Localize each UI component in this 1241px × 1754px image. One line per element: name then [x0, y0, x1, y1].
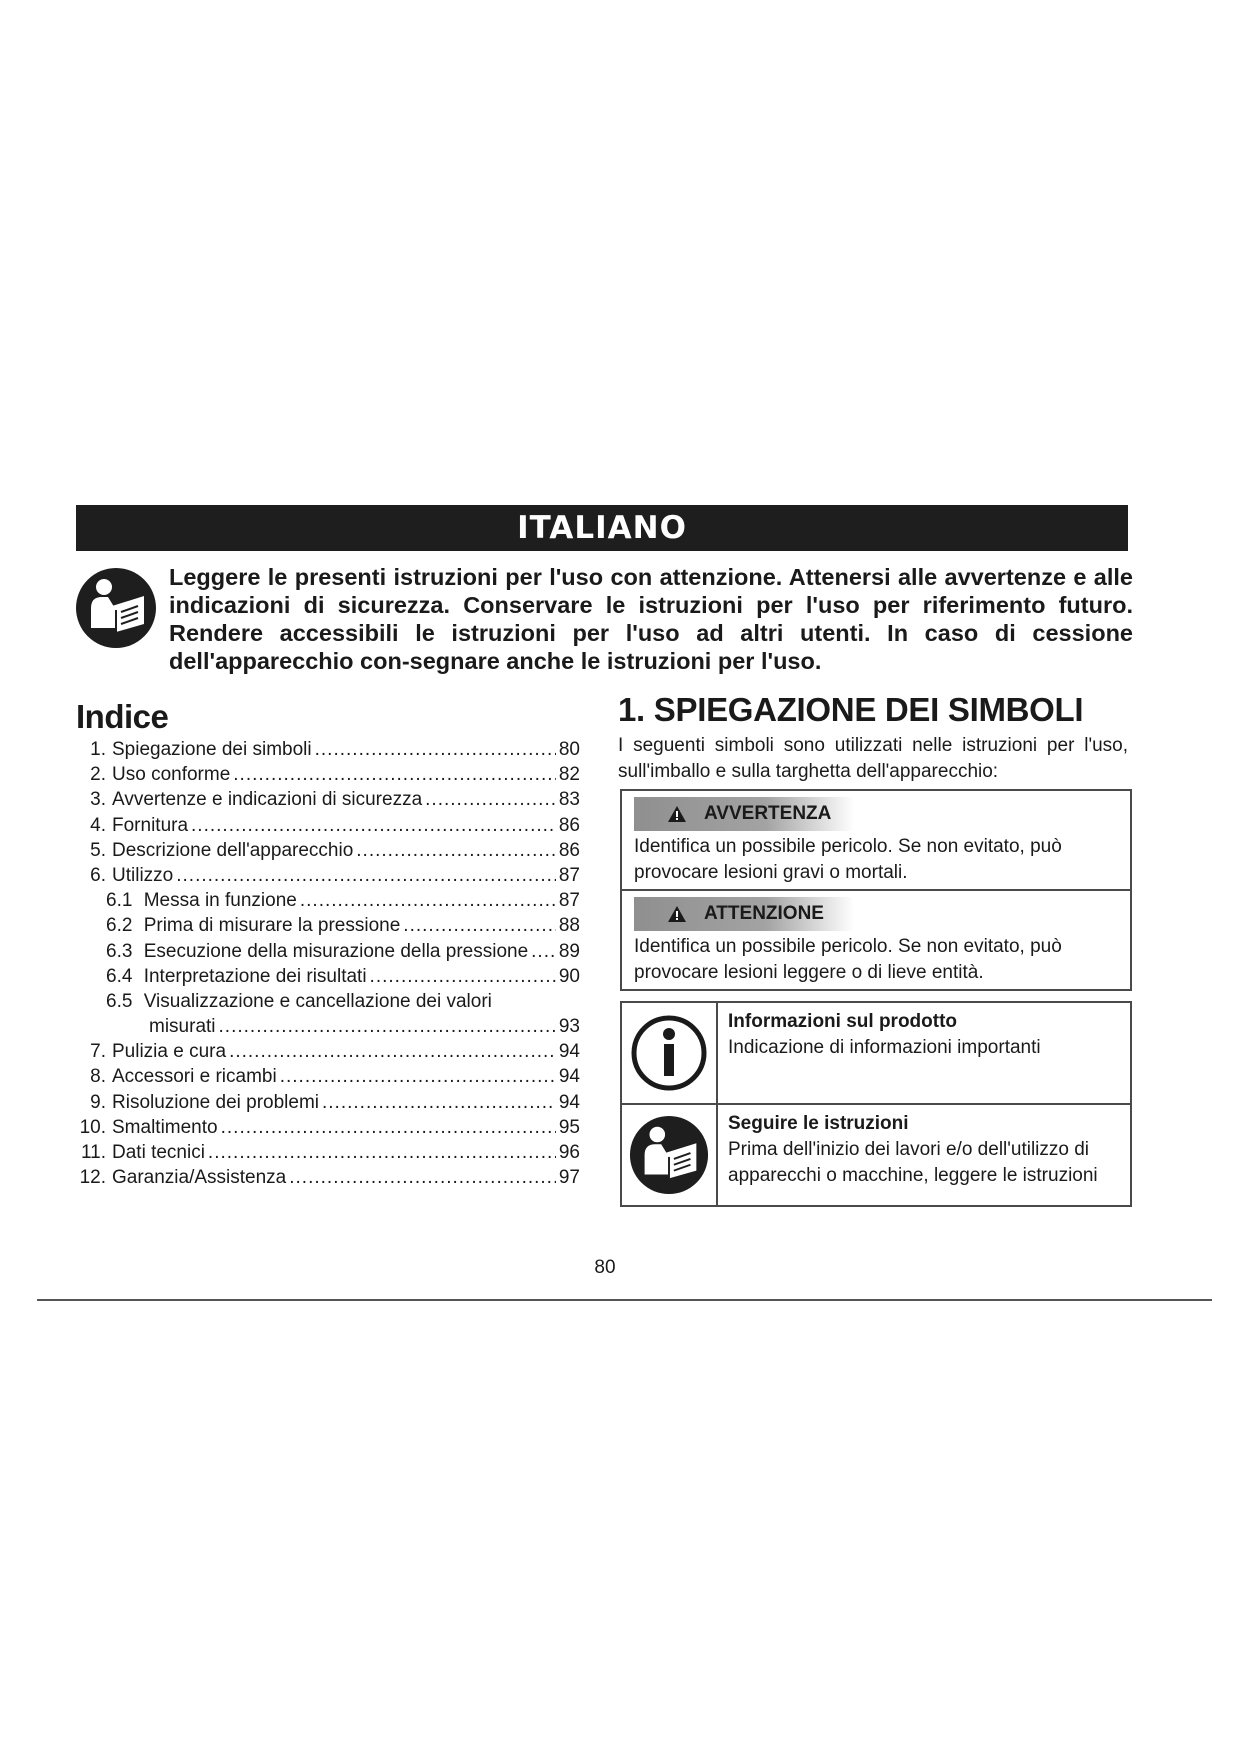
symbol-description	[718, 1003, 1051, 1103]
read-instructions-icon	[622, 1105, 718, 1205]
toc-subitem[interactable]: 6.5 Visualizzazione e cancellazione dei valori	[106, 990, 492, 1012]
page-number: 80	[594, 1257, 616, 1278]
info-icon	[622, 1003, 718, 1103]
toc-title: Indice	[76, 698, 169, 735]
intro-paragraph: Leggere le presenti istruzioni per l'uso con attenzione. Attenersi alle avvertenze e alle indicazioni di sicurezza. Conservare le istruzioni per l'uso per riferimento futuro. Rendere accessibili le istruzioni per l'uso ad altri utenti. In caso di cessione dell'apparecchio con-segnare anche le istruzioni per l'uso.	[169, 564, 1133, 674]
toc-item[interactable]: 9. Risoluzione dei problemi ..... 94	[76, 1090, 580, 1115]
toc-item[interactable]: 5. Descrizione dell'apparecchio ..... 86	[76, 838, 580, 863]
symbol-text: Prima dell'inizio dei lavori e/o dell'utilizzo di apparecchi o macchine, leggere le istruzioni	[728, 1139, 1098, 1186]
language-banner: ITALIANO	[76, 505, 1128, 551]
toc-subitem[interactable]: 6.3 Esecuzione della misurazione della pressione ..... 89	[76, 939, 580, 964]
toc-subitem[interactable]: 6.2 Prima di misurare la pressione ..... 88	[76, 913, 580, 938]
caution-text: Identifica un possibile pericolo. Se non evitato, può provocare lesioni leggere o di lieve entità.	[634, 936, 1062, 983]
warning-text: Identifica un possibile pericolo. Se non evitato, può provocare lesioni gravi o mortali.	[634, 836, 1062, 883]
table-of-contents	[76, 737, 580, 1190]
symbol-row	[622, 1103, 1130, 1205]
toc-item[interactable]: 12. Garanzia/Assistenza ..... 97	[76, 1165, 580, 1190]
toc-item[interactable]: 1. Spiegazione dei simboli ..... 80	[76, 737, 580, 762]
toc-item[interactable]: 6. Utilizzo ..... 87	[76, 863, 580, 888]
caution-heading	[634, 897, 854, 931]
warning-label: AVVERTENZA	[704, 803, 832, 824]
warning-triangle-icon	[668, 806, 686, 822]
toc-item[interactable]: 2. Uso conforme ..... 82	[76, 762, 580, 787]
toc-item[interactable]: 8. Accessori e ricambi ..... 94	[76, 1064, 580, 1089]
toc-subitem[interactable]: 6.1 Messa in funzione ..... 87	[76, 888, 580, 913]
read-instructions-icon	[74, 566, 158, 650]
toc-item[interactable]: 11. Dati tecnici ..... 96	[76, 1140, 580, 1165]
toc-item[interactable]: 10. Smaltimento ..... 95	[76, 1115, 580, 1140]
toc-item[interactable]: 4. Fornitura ..... 86	[76, 813, 580, 838]
section-title: 1. SPIEGAZIONE DEI SIMBOLI	[618, 691, 1084, 728]
warning-cell	[622, 791, 1130, 889]
toc-item[interactable]: 7. Pulizia e cura ..... 94	[76, 1039, 580, 1064]
symbol-title: Seguire le istruzioni	[728, 1113, 909, 1134]
toc-subitem-continued[interactable]: misurati ..... 93	[76, 1014, 580, 1039]
symbols-table	[620, 1001, 1132, 1207]
toc-item[interactable]: 3. Avvertenze e indicazioni di sicurezza ..... 83	[76, 787, 580, 812]
warning-symbols-table	[620, 789, 1132, 991]
symbol-description	[718, 1105, 1130, 1205]
caution-cell	[622, 889, 1130, 989]
symbol-title: Informazioni sul prodotto	[728, 1011, 958, 1032]
warning-heading	[634, 797, 854, 831]
warning-triangle-icon	[668, 906, 686, 922]
symbol-row	[622, 1003, 1130, 1103]
toc-subitem[interactable]: 6.4 Interpretazione dei risultati ..... 90	[76, 964, 580, 989]
footer-divider	[37, 1299, 1212, 1301]
caution-label: ATTENZIONE	[704, 903, 824, 924]
section-intro: I seguenti simboli sono utilizzati nelle istruzioni per l'uso, sull'imballo e sulla targhetta dell'apparecchio:	[618, 735, 1128, 782]
symbol-text: Indicazione di informazioni importanti	[728, 1037, 1041, 1058]
